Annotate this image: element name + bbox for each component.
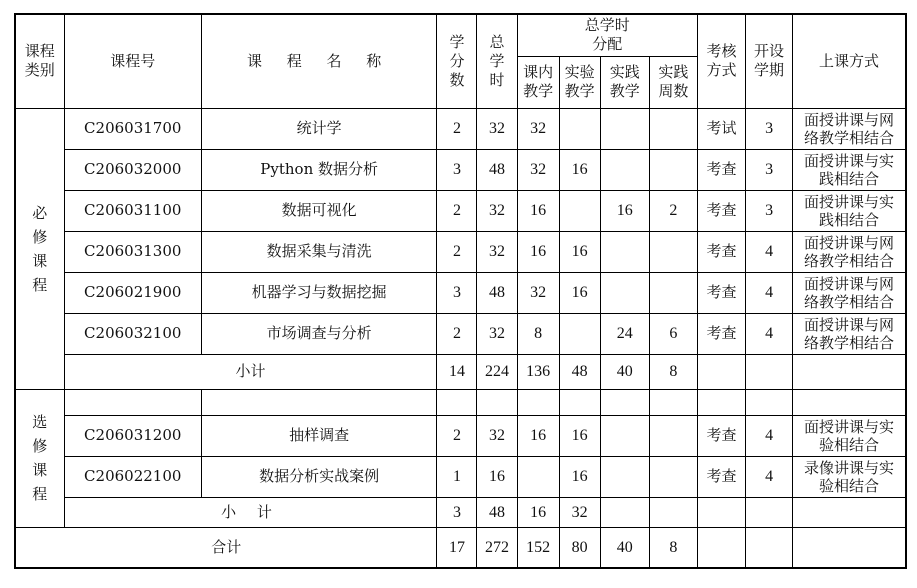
header-category-line1: 课程 xyxy=(24,42,55,61)
lecture-cell: 16 xyxy=(517,190,559,231)
credits-cell: 3 xyxy=(437,149,477,190)
subtotal-lecture: 136 xyxy=(517,354,559,389)
header-total-hours-2: 学 xyxy=(489,51,505,70)
header-weeks-2: 周数 xyxy=(658,82,689,100)
empty-cell xyxy=(477,389,517,415)
course-code: C206031200 xyxy=(64,415,201,456)
method-line2: 络教学相结合 xyxy=(804,292,895,311)
hours-cell: 32 xyxy=(477,108,517,149)
method-cell xyxy=(793,456,906,497)
method-line1: 面授讲课与实 xyxy=(804,417,895,436)
total-lecture: 152 xyxy=(517,527,559,568)
weeks-cell xyxy=(649,231,697,272)
header-code: 课程号 xyxy=(64,14,201,108)
course-name: Python 数据分析 xyxy=(201,149,437,190)
table-row xyxy=(15,149,906,190)
header-practice-weeks xyxy=(649,56,697,108)
lecture-cell: 16 xyxy=(517,415,559,456)
header-lab-2: 教学 xyxy=(564,82,595,100)
method-cell xyxy=(793,313,906,354)
course-code: C206031300 xyxy=(64,231,201,272)
subtotal-hours: 224 xyxy=(477,354,517,389)
method-line2: 验相结合 xyxy=(819,435,880,454)
header-category xyxy=(15,14,64,108)
total-credits: 17 xyxy=(437,527,477,568)
semester-cell: 4 xyxy=(746,313,793,354)
credits-cell: 2 xyxy=(437,108,477,149)
course-code: C206032100 xyxy=(64,313,201,354)
semester-cell: 4 xyxy=(746,415,793,456)
header-practice xyxy=(600,56,649,108)
practice-cell xyxy=(600,108,649,149)
empty-cell xyxy=(64,389,201,415)
header-total-hours-3: 时 xyxy=(489,70,505,89)
empty-cell xyxy=(600,389,649,415)
weeks-cell xyxy=(649,456,697,497)
course-name: 数据可视化 xyxy=(201,190,437,231)
hours-cell: 32 xyxy=(477,231,517,272)
lab-cell: 16 xyxy=(559,231,600,272)
semester-cell: 4 xyxy=(746,231,793,272)
total-hours: 272 xyxy=(477,527,517,568)
assessment-cell: 考查 xyxy=(697,231,745,272)
credits-cell: 2 xyxy=(437,313,477,354)
hours-cell: 16 xyxy=(477,456,517,497)
method-cell xyxy=(793,231,906,272)
header-total-hours xyxy=(477,14,517,108)
table-row xyxy=(15,313,906,354)
empty-cell xyxy=(746,354,793,389)
course-name: 市场调查与分析 xyxy=(201,313,437,354)
method-line1: 面授讲课与实 xyxy=(804,151,895,170)
header-name: 课 程 名 称 xyxy=(201,14,437,108)
course-name: 数据分析实战案例 xyxy=(201,456,437,497)
total-practice: 40 xyxy=(600,527,649,568)
method-line2: 络教学相结合 xyxy=(804,251,895,270)
header-method: 上课方式 xyxy=(793,14,906,108)
total-label: 合计 xyxy=(15,527,437,568)
assessment-cell: 考查 xyxy=(697,272,745,313)
empty-cell xyxy=(201,389,437,415)
table-row xyxy=(15,456,906,497)
hours-cell: 32 xyxy=(477,190,517,231)
elective-label-2: 修 xyxy=(32,437,48,455)
subtotal-practice: 40 xyxy=(600,354,649,389)
lecture-cell: 32 xyxy=(517,272,559,313)
course-name: 统计学 xyxy=(201,108,437,149)
required-subtotal-row xyxy=(15,354,906,389)
lecture-cell: 32 xyxy=(517,108,559,149)
course-code: C206031100 xyxy=(64,190,201,231)
total-row xyxy=(15,527,906,568)
course-name: 机器学习与数据挖掘 xyxy=(201,272,437,313)
method-cell xyxy=(793,149,906,190)
empty-cell xyxy=(697,389,745,415)
elective-blank-row xyxy=(15,389,906,415)
method-line2: 络教学相结合 xyxy=(804,128,895,147)
required-label-2: 修 xyxy=(32,227,48,246)
lab-cell xyxy=(559,190,600,231)
header-hours-alloc-2: 分配 xyxy=(592,35,623,54)
method-line1: 面授讲课与网 xyxy=(804,274,895,293)
subtotal-credits: 3 xyxy=(437,497,477,527)
hours-cell: 32 xyxy=(477,415,517,456)
header-hours-alloc-1: 总学时 xyxy=(584,16,630,35)
subtotal-practice xyxy=(600,497,649,527)
course-code: C206022100 xyxy=(64,456,201,497)
practice-cell xyxy=(600,456,649,497)
empty-cell xyxy=(559,389,600,415)
assessment-cell: 考查 xyxy=(697,149,745,190)
lab-cell: 16 xyxy=(559,415,600,456)
course-code: C206032000 xyxy=(64,149,201,190)
empty-cell xyxy=(697,497,745,527)
weeks-cell xyxy=(649,272,697,313)
hours-cell: 48 xyxy=(477,272,517,313)
header-assessment xyxy=(697,14,745,108)
lab-cell: 16 xyxy=(559,149,600,190)
empty-cell xyxy=(649,389,697,415)
practice-cell: 16 xyxy=(600,190,649,231)
empty-cell xyxy=(793,527,906,568)
table-row xyxy=(15,415,906,456)
header-semester xyxy=(746,14,793,108)
header-credits-1: 学 xyxy=(449,32,465,51)
method-cell xyxy=(793,272,906,313)
practice-cell xyxy=(600,231,649,272)
header-weeks-1: 实践 xyxy=(658,63,689,81)
lecture-cell xyxy=(517,456,559,497)
subtotal-lab: 48 xyxy=(559,354,600,389)
header-credits-3: 数 xyxy=(449,70,465,89)
method-cell xyxy=(793,190,906,231)
header-lab xyxy=(559,56,600,108)
header-assessment-1: 考核 xyxy=(706,42,737,61)
assessment-cell: 考查 xyxy=(697,456,745,497)
semester-cell: 3 xyxy=(746,190,793,231)
elective-subtotal-row xyxy=(15,497,906,527)
practice-cell xyxy=(600,272,649,313)
elective-label-3: 课 xyxy=(32,461,48,479)
credits-cell: 2 xyxy=(437,415,477,456)
empty-cell xyxy=(697,354,745,389)
subtotal-label: 小计 xyxy=(64,354,437,389)
table-row xyxy=(15,108,906,149)
credits-cell: 2 xyxy=(437,231,477,272)
header-lecture-2: 教学 xyxy=(523,82,554,100)
practice-cell: 24 xyxy=(600,313,649,354)
table-row xyxy=(15,190,906,231)
lecture-cell: 32 xyxy=(517,149,559,190)
course-table xyxy=(14,13,907,569)
method-line1: 录像讲课与实 xyxy=(804,458,895,477)
credits-cell: 2 xyxy=(437,190,477,231)
hours-cell: 48 xyxy=(477,149,517,190)
table-row xyxy=(15,272,906,313)
semester-cell: 4 xyxy=(746,456,793,497)
lecture-cell: 8 xyxy=(517,313,559,354)
header-practice-2: 教学 xyxy=(609,82,640,100)
header-lecture-1: 课内 xyxy=(523,63,554,81)
assessment-cell: 考查 xyxy=(697,415,745,456)
empty-cell xyxy=(746,389,793,415)
weeks-cell xyxy=(649,415,697,456)
subtotal-weeks xyxy=(649,497,697,527)
weeks-cell: 6 xyxy=(649,313,697,354)
elective-label-4: 程 xyxy=(32,485,48,503)
method-line2: 络教学相结合 xyxy=(804,333,895,352)
table-row xyxy=(15,231,906,272)
credits-cell: 3 xyxy=(437,272,477,313)
empty-cell xyxy=(793,389,906,415)
empty-cell xyxy=(517,389,559,415)
course-table-container xyxy=(14,13,907,569)
assessment-cell: 考试 xyxy=(697,108,745,149)
header-semester-1: 开设 xyxy=(754,42,785,61)
method-line2: 验相结合 xyxy=(819,476,880,495)
course-code: C206031700 xyxy=(64,108,201,149)
subtotal-hours: 48 xyxy=(477,497,517,527)
practice-cell xyxy=(600,149,649,190)
credits-cell: 1 xyxy=(437,456,477,497)
required-label-4: 程 xyxy=(32,275,48,294)
weeks-cell: 2 xyxy=(649,190,697,231)
lab-cell xyxy=(559,108,600,149)
empty-cell xyxy=(746,527,793,568)
header-lecture xyxy=(517,56,559,108)
header-hours-allocation xyxy=(517,14,697,56)
method-line2: 践相结合 xyxy=(819,169,880,188)
header-semester-2: 学期 xyxy=(754,61,785,80)
subtotal-weeks: 8 xyxy=(649,354,697,389)
course-code: C206021900 xyxy=(64,272,201,313)
semester-cell: 3 xyxy=(746,108,793,149)
lecture-cell: 16 xyxy=(517,231,559,272)
elective-label-1: 选 xyxy=(32,413,48,431)
assessment-cell: 考查 xyxy=(697,190,745,231)
header-total-hours-1: 总 xyxy=(489,32,505,51)
empty-cell xyxy=(697,527,745,568)
weeks-cell xyxy=(649,108,697,149)
header-practice-1: 实践 xyxy=(609,63,640,81)
course-name: 抽样调查 xyxy=(201,415,437,456)
course-name: 数据采集与清洗 xyxy=(201,231,437,272)
empty-cell xyxy=(793,354,906,389)
total-lab: 80 xyxy=(559,527,600,568)
subtotal-lab: 32 xyxy=(559,497,600,527)
hours-cell: 32 xyxy=(477,313,517,354)
lab-cell xyxy=(559,313,600,354)
method-cell xyxy=(793,415,906,456)
lab-cell: 16 xyxy=(559,272,600,313)
header-credits-2: 分 xyxy=(449,51,465,70)
semester-cell: 4 xyxy=(746,272,793,313)
header-category-line2: 类别 xyxy=(24,61,55,80)
semester-cell: 3 xyxy=(746,149,793,190)
method-line1: 面授讲课与网 xyxy=(804,110,895,129)
subtotal-credits: 14 xyxy=(437,354,477,389)
required-label-1: 必 xyxy=(32,203,48,222)
header-lab-1: 实验 xyxy=(564,63,595,81)
practice-cell xyxy=(600,415,649,456)
elective-category-label xyxy=(15,389,64,527)
total-weeks: 8 xyxy=(649,527,697,568)
lab-cell: 16 xyxy=(559,456,600,497)
required-category-label xyxy=(15,108,64,389)
method-line1: 面授讲课与网 xyxy=(804,233,895,252)
subtotal-lecture: 16 xyxy=(517,497,559,527)
weeks-cell xyxy=(649,149,697,190)
empty-cell xyxy=(437,389,477,415)
method-cell xyxy=(793,108,906,149)
method-line1: 面授讲课与实 xyxy=(804,192,895,211)
assessment-cell: 考查 xyxy=(697,313,745,354)
method-line2: 践相结合 xyxy=(819,210,880,229)
header-credits xyxy=(437,14,477,108)
required-label-3: 课 xyxy=(32,251,48,270)
header-row-1 xyxy=(15,14,906,56)
subtotal-label: 小 计 xyxy=(64,497,437,527)
header-assessment-2: 方式 xyxy=(706,61,737,80)
empty-cell xyxy=(746,497,793,527)
method-line1: 面授讲课与网 xyxy=(804,315,895,334)
empty-cell xyxy=(793,497,906,527)
